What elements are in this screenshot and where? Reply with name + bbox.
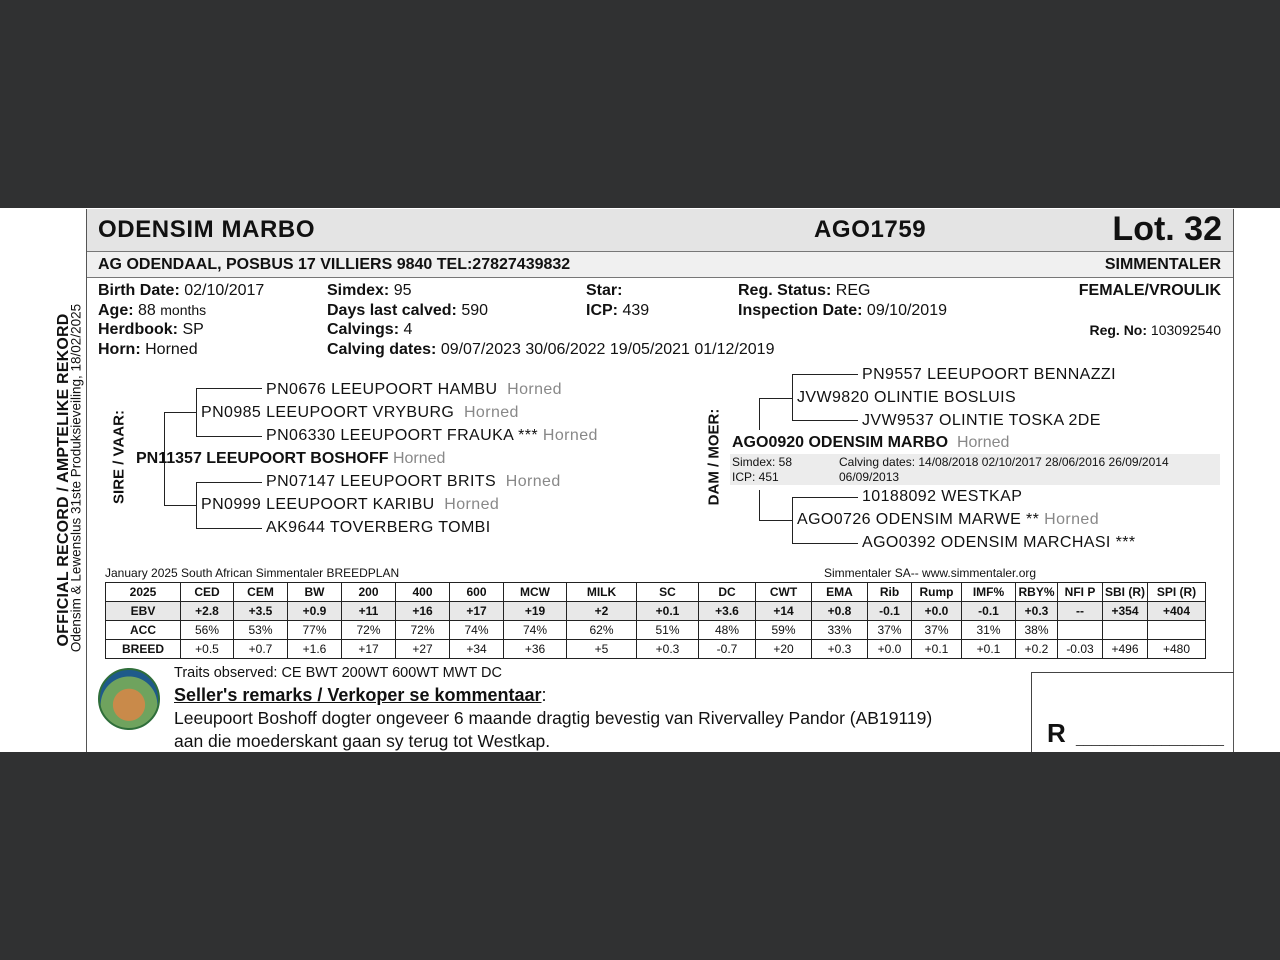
breedplan-row-label: ACC	[106, 621, 181, 640]
dam-icp: ICP: 451	[732, 470, 779, 484]
breedplan-caption: January 2025 South African Simmentaler BREEDPLAN	[105, 566, 400, 580]
dam-simdex: Simdex: 58	[732, 455, 793, 469]
breedplan-cell: +0.1	[912, 640, 962, 659]
breedplan-cell	[1103, 621, 1148, 640]
simdex: Simdex: 95	[327, 282, 412, 299]
breedplan-header-cell: 200	[342, 583, 396, 602]
tree-line	[759, 398, 793, 399]
breedplan-cell: 37%	[912, 621, 962, 640]
breedplan-cell: +0.0	[912, 602, 962, 621]
breedplan-header-cell: BW	[288, 583, 342, 602]
animal-id: AGO1759	[814, 216, 927, 243]
breedplan-cell: 53%	[234, 621, 288, 640]
reg-status: Reg. Status: REG	[738, 282, 871, 299]
breedplan-cell: 48%	[699, 621, 756, 640]
breedplan-cell: -0.1	[868, 602, 912, 621]
pedigree-ss: PN0985 LEEUPOORT VRYBURG Horned	[201, 404, 519, 421]
breedplan-cell: +2.8	[181, 602, 234, 621]
breedplan-cell: 51%	[637, 621, 699, 640]
breedplan-cell: 72%	[342, 621, 396, 640]
pedigree-sd: PN0999 LEEUPOORT KARIBU Horned	[201, 496, 500, 513]
breedplan-cell: -0.03	[1058, 640, 1103, 659]
breedplan-cell: +480	[1148, 640, 1206, 659]
reg-number: Reg. No: 103092540	[1089, 322, 1221, 338]
breedplan-cell: +17	[342, 640, 396, 659]
breedplan-header-row	[106, 583, 1206, 602]
breedplan-cell: +14	[756, 602, 812, 621]
official-record-label: OFFICIAL RECORD / AMPTELIKE REKORD	[55, 313, 72, 647]
breedplan-header-cell: SPI (R)	[1148, 583, 1206, 602]
days-last-calved: Days last calved: 590	[327, 302, 489, 319]
breedplan-row	[106, 640, 1206, 659]
breedplan-cell: 72%	[396, 621, 450, 640]
breedplan-header-cell: SC	[637, 583, 699, 602]
breedplan-cell: +20	[756, 640, 812, 659]
breedplan-cell: +0.1	[962, 640, 1016, 659]
inspection-date: Inspection Date: 09/10/2019	[738, 302, 947, 319]
breedplan-cell: -0.7	[699, 640, 756, 659]
tree-line	[759, 398, 760, 430]
breedplan-cell: +17	[450, 602, 504, 621]
breedplan-cell: 38%	[1016, 621, 1058, 640]
tree-line	[759, 490, 760, 520]
tree-line	[164, 505, 197, 506]
tree-line	[196, 482, 262, 483]
breedplan-cell: +3.5	[234, 602, 288, 621]
remarks-line-2: aan die moederskant gaan sy terug tot Westkap.	[174, 731, 551, 751]
pedigree-dam: AGO0920 ODENSIM MARBO Horned	[732, 434, 1010, 451]
horn-status: Horn: Horned	[98, 341, 198, 358]
breedplan-header-cell: 400	[396, 583, 450, 602]
breedplan-cell: +0.0	[868, 640, 912, 659]
tree-line	[792, 374, 858, 375]
owner-address: AG ODENDAAL, POSBUS 17 VILLIERS 9840 TEL:27827439832	[98, 256, 571, 273]
tree-line	[792, 420, 858, 421]
breedplan-header-cell: RBY%	[1016, 583, 1058, 602]
pedigree-sire: PN11357 LEEUPOORT BOSHOFF Horned	[136, 450, 446, 467]
breedplan-cell: +34	[450, 640, 504, 659]
breedplan-header-cell: CWT	[756, 583, 812, 602]
simmentaler-logo	[98, 668, 160, 730]
age: Age: 88 months	[98, 302, 207, 319]
pedigree-dds: 10188092 WESTKAP	[862, 488, 1023, 505]
breedplan-cell: +0.3	[1016, 602, 1058, 621]
star: Star:	[586, 282, 623, 299]
breedplan-cell: +27	[396, 640, 450, 659]
breedplan-header-cell: EMA	[812, 583, 868, 602]
breedplan-cell: +0.7	[234, 640, 288, 659]
breedplan-header-cell: NFI P	[1058, 583, 1103, 602]
breedplan-row-label: EBV	[106, 602, 181, 621]
sire-label: SIRE / VAAR:	[110, 410, 128, 504]
breedplan-cell: +0.1	[637, 602, 699, 621]
sex-label: FEMALE/VROULIK	[1078, 282, 1221, 299]
breedplan-header-cell: Rib	[868, 583, 912, 602]
tree-line	[196, 436, 262, 437]
tree-line	[196, 482, 197, 528]
breed-label: SIMMENTALER	[1104, 256, 1221, 273]
breedplan-cell: +19	[504, 602, 567, 621]
birth-date: Birth Date: 02/10/2017	[98, 282, 265, 299]
remarks-line-1: Leeupoort Boshoff dogter ongeveer 6 maande dragtig bevestig van Rivervalley Pandor (AB19119)	[174, 708, 933, 728]
breedplan-header-cell: Rump	[912, 583, 962, 602]
breedplan-header-cell: 600	[450, 583, 504, 602]
breedplan-table	[105, 582, 1206, 659]
pedigree-dd: AGO0726 ODENSIM MARWE ** Horned	[797, 511, 1100, 528]
tree-line	[196, 388, 262, 389]
breedplan-cell: +16	[396, 602, 450, 621]
tree-line	[792, 497, 858, 498]
price-input-line[interactable]: ___________________	[1076, 730, 1224, 746]
dam-label: DAM / MOER:	[705, 408, 723, 506]
traits-observed: Traits observed: CE BWT 200WT 600WT MWT DC	[174, 665, 502, 681]
breedplan-cell: 59%	[756, 621, 812, 640]
breedplan-cell: +5	[567, 640, 637, 659]
breedplan-cell: +404	[1148, 602, 1206, 621]
animal-name: ODENSIM MARBO	[98, 216, 316, 243]
pedigree-ds: JVW9820 OLINTIE BOSLUIS	[797, 389, 1017, 406]
breedplan-cell: +0.8	[812, 602, 868, 621]
dam-calving-dates: Calving dates: 14/08/2018 02/10/2017 28/06/2016 26/09/2014	[839, 455, 1169, 469]
tree-line	[792, 374, 793, 420]
breedplan-cell: 74%	[450, 621, 504, 640]
breedplan-cell: 62%	[567, 621, 637, 640]
breedplan-header-cell: CEM	[234, 583, 288, 602]
breedplan-header-cell: MILK	[567, 583, 637, 602]
breedplan-cell: +0.2	[1016, 640, 1058, 659]
breedplan-cell: +496	[1103, 640, 1148, 659]
breedplan-row	[106, 621, 1206, 640]
tree-line	[196, 528, 262, 529]
breedplan-website: Simmentaler SA-- www.simmentaler.org	[824, 566, 1037, 580]
breedplan-cell: 31%	[962, 621, 1016, 640]
breedplan-cell: --	[1058, 602, 1103, 621]
lot-number: Lot. 32	[1112, 210, 1222, 248]
breedplan-cell	[1148, 621, 1206, 640]
remarks-title: Seller's remarks / Verkoper se kommentaar:	[174, 685, 547, 705]
pedigree-sdd: AK9644 TOVERBERG TOMBI	[266, 519, 491, 536]
breedplan-cell: +0.3	[812, 640, 868, 659]
herdbook: Herdbook: SP	[98, 321, 204, 338]
breedplan-cell	[1058, 621, 1103, 640]
price-currency: R	[1047, 718, 1066, 748]
calvings: Calvings: 4	[327, 321, 413, 338]
breedplan-cell: +2	[567, 602, 637, 621]
breedplan-cell: 74%	[504, 621, 567, 640]
pedigree-sds: PN07147 LEEUPOORT BRITS Horned	[266, 473, 561, 490]
breedplan-header-cell: SBI (R)	[1103, 583, 1148, 602]
dam-calving-dates-2: 06/09/2013	[839, 470, 900, 484]
icp: ICP: 439	[586, 302, 650, 319]
breedplan-row	[106, 602, 1206, 621]
tree-line	[792, 543, 858, 544]
breedplan-cell: -0.1	[962, 602, 1016, 621]
pedigree-sss: PN0676 LEEUPOORT HAMBU Horned	[266, 381, 562, 398]
breedplan-cell: +354	[1103, 602, 1148, 621]
pedigree-ddd: AGO0392 ODENSIM MARCHASI ***	[862, 534, 1136, 551]
breedplan-cell: +0.5	[181, 640, 234, 659]
pedigree-dsd: JVW9537 OLINTIE TOSKA 2DE	[862, 412, 1101, 429]
breedplan-header-cell: DC	[699, 583, 756, 602]
pedigree-ssd: PN06330 LEEUPOORT FRAUKA *** Horned	[266, 427, 598, 444]
breedplan-cell: +3.6	[699, 602, 756, 621]
breedplan-header-cell: IMF%	[962, 583, 1016, 602]
calving-dates: Calving dates: 09/07/2023 30/06/2022 19/05/2021 01/12/2019	[327, 341, 775, 358]
breedplan-cell: 33%	[812, 621, 868, 640]
breedplan-header-cell: MCW	[504, 583, 567, 602]
tree-line	[759, 520, 793, 521]
breedplan-cell: +0.9	[288, 602, 342, 621]
tree-line	[792, 497, 793, 543]
tree-line	[164, 412, 197, 413]
breedplan-header-cell: CED	[181, 583, 234, 602]
breedplan-cell: 37%	[868, 621, 912, 640]
pedigree-dss: PN9557 LEEUPOORT BENNAZZI	[862, 366, 1116, 383]
breedplan-cell: +1.6	[288, 640, 342, 659]
breedplan-cell: 77%	[288, 621, 342, 640]
breedplan-row-label: BREED	[106, 640, 181, 659]
breedplan-cell: +36	[504, 640, 567, 659]
breedplan-cell: +11	[342, 602, 396, 621]
breedplan-cell: +0.3	[637, 640, 699, 659]
breedplan-header-cell: 2025	[106, 583, 181, 602]
breedplan-cell: 56%	[181, 621, 234, 640]
auction-name-label: Odensim & Lewenslus 31ste Produksieveiling, 18/02/2025	[68, 303, 84, 653]
